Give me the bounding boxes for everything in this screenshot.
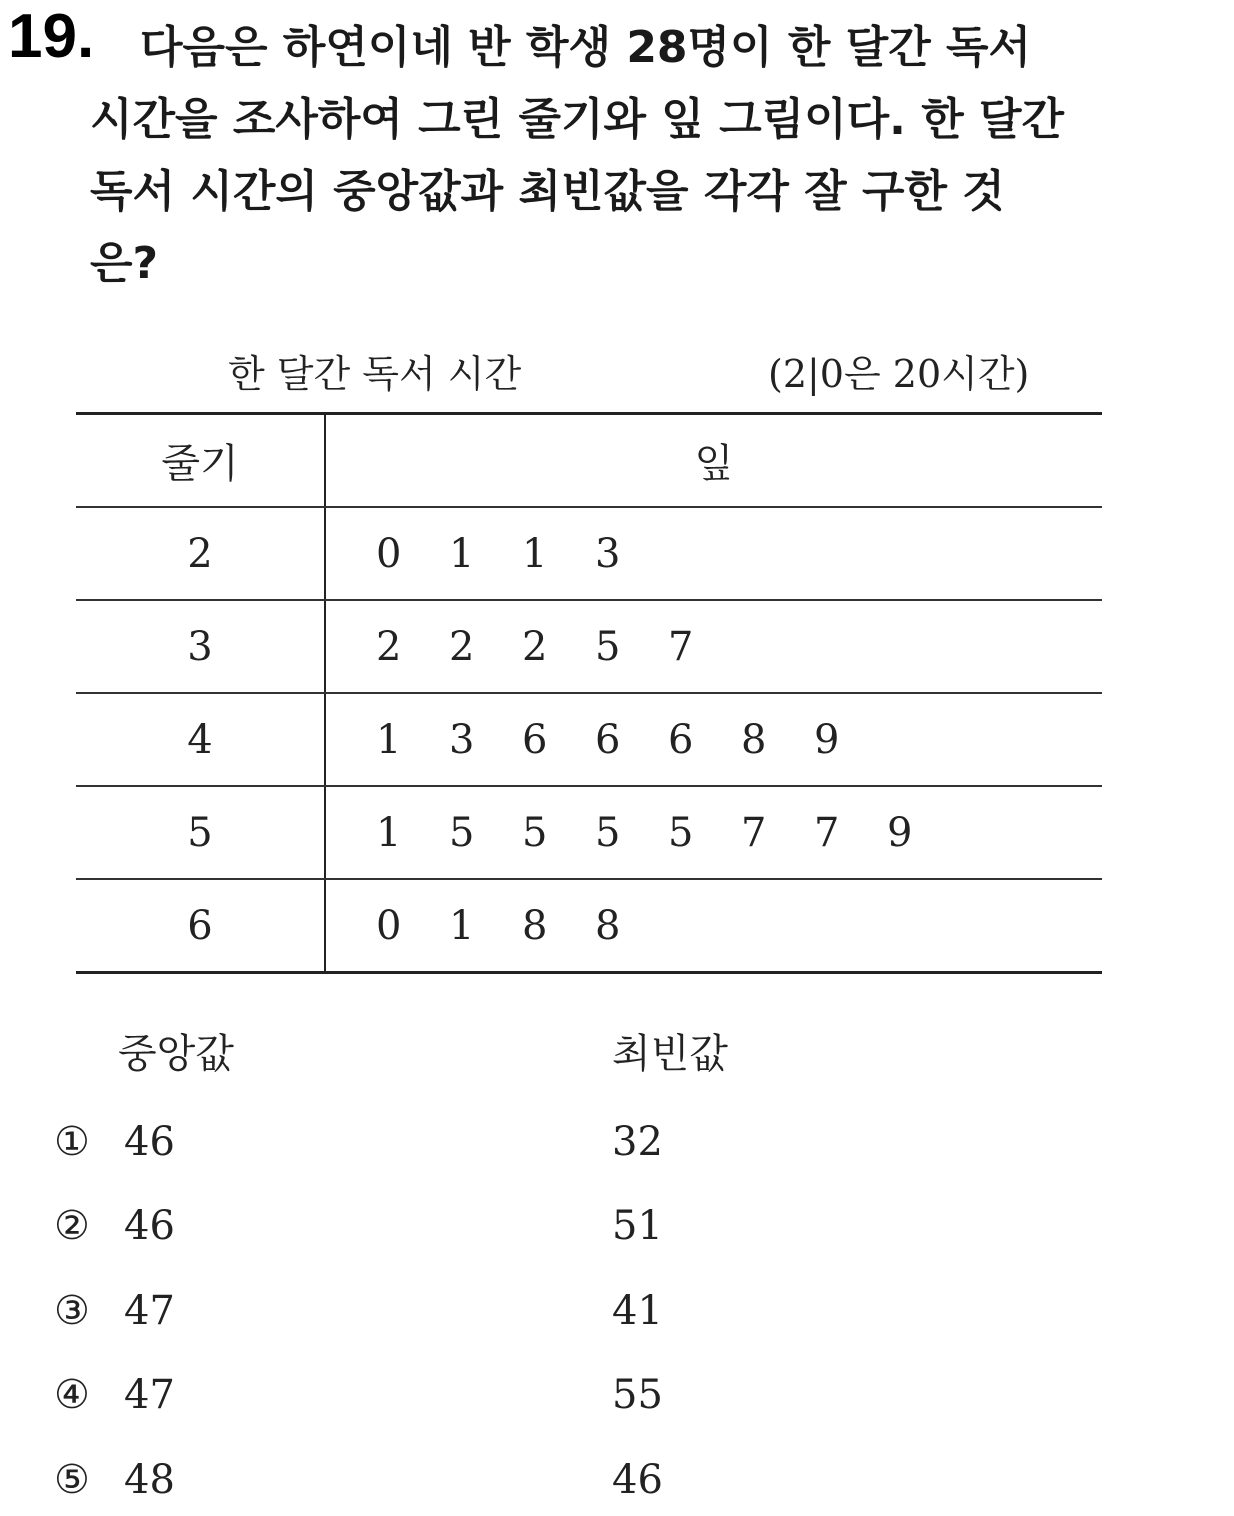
choice-4[interactable] — [54, 1365, 814, 1425]
leaf-value: 7 — [741, 809, 767, 856]
stem-cell: 2 — [76, 507, 325, 600]
leaf-value: 9 — [814, 716, 840, 763]
choice-marker: ④ — [54, 1372, 90, 1418]
median-header: 중앙값 — [118, 1031, 234, 1077]
choice-marker: ⑤ — [54, 1457, 90, 1503]
stem-cell: 4 — [76, 693, 325, 786]
plot-row — [76, 879, 1102, 973]
plot-title: 한 달간 독서 시간 — [228, 352, 522, 396]
leaf-value: 8 — [595, 902, 621, 949]
question-line: 독서 시간의 중앙값과 최빈값을 각각 잘 구한 것 — [90, 166, 1005, 217]
question-number: 19. — [8, 2, 95, 71]
leaf-value: 6 — [522, 716, 548, 763]
leaf-value: 6 — [595, 716, 621, 763]
choice-2[interactable] — [54, 1196, 814, 1256]
leaf-value: 1 — [449, 902, 475, 949]
plot-row — [76, 786, 1102, 879]
choice-mode: 41 — [612, 1288, 663, 1334]
leaf-cell — [325, 786, 1102, 879]
leaf-cell — [325, 600, 1102, 693]
leaf-value: 8 — [741, 716, 767, 763]
leaf-value: 8 — [522, 902, 548, 949]
mode-header: 최빈값 — [612, 1031, 728, 1077]
leaf-value: 6 — [668, 716, 694, 763]
choice-mode: 32 — [612, 1119, 663, 1165]
choice-median: 47 — [124, 1288, 175, 1334]
leaf-value: 5 — [668, 809, 694, 856]
leaf-value: 2 — [522, 623, 548, 670]
leaf-value: 9 — [887, 809, 913, 856]
choice-marker: ② — [54, 1203, 90, 1249]
leaf-value: 5 — [595, 809, 621, 856]
choice-1[interactable] — [54, 1112, 814, 1172]
choice-mode: 51 — [612, 1203, 663, 1249]
plot-row — [76, 693, 1102, 786]
leaf-value: 1 — [449, 530, 475, 577]
stem-header: 줄기 — [76, 414, 325, 508]
leaf-cell — [325, 879, 1102, 973]
leaf-cell — [325, 693, 1102, 786]
choice-mode: 46 — [612, 1457, 663, 1503]
leaf-value: 2 — [449, 623, 475, 670]
leaf-header: 잎 — [325, 414, 1102, 508]
stem-and-leaf-plot — [76, 412, 1102, 974]
leaf-value: 0 — [376, 530, 402, 577]
plot-body — [76, 507, 1102, 973]
choice-median: 46 — [124, 1119, 175, 1165]
leaf-value: 2 — [376, 623, 402, 670]
leaf-value: 5 — [595, 623, 621, 670]
stem-cell: 6 — [76, 879, 325, 973]
leaf-value: 1 — [522, 530, 548, 577]
leaf-value: 5 — [522, 809, 548, 856]
choice-median: 47 — [124, 1372, 175, 1418]
stem-cell: 5 — [76, 786, 325, 879]
leaf-value: 0 — [376, 902, 402, 949]
leaf-value: 1 — [376, 716, 402, 763]
question-line: 은? — [90, 238, 159, 289]
choice-5[interactable] — [54, 1450, 814, 1510]
leaf-value: 1 — [376, 809, 402, 856]
leaf-value: 5 — [449, 809, 475, 856]
leaf-value: 7 — [668, 623, 694, 670]
plot-row — [76, 507, 1102, 600]
plot-header-row — [76, 414, 1102, 508]
plot-row — [76, 600, 1102, 693]
choice-mode: 55 — [612, 1372, 663, 1418]
question-text — [90, 12, 1200, 300]
choice-median: 48 — [124, 1457, 175, 1503]
leaf-value: 3 — [595, 530, 621, 577]
choice-3[interactable] — [54, 1281, 814, 1341]
question-line: 시간을 조사하여 그린 줄기와 잎 그림이다. 한 달간 — [90, 94, 1065, 145]
stem-cell: 3 — [76, 600, 325, 693]
leaf-value: 7 — [814, 809, 840, 856]
question-line: 다음은 하연이네 반 학생 28명이 한 달간 독서 — [140, 22, 1032, 73]
choice-marker: ① — [54, 1119, 90, 1165]
choice-median: 46 — [124, 1203, 175, 1249]
choice-marker: ③ — [54, 1288, 90, 1334]
leaf-cell — [325, 507, 1102, 600]
leaf-value: 3 — [449, 716, 475, 763]
plot-key: (2|0은 20시간) — [768, 352, 1030, 396]
